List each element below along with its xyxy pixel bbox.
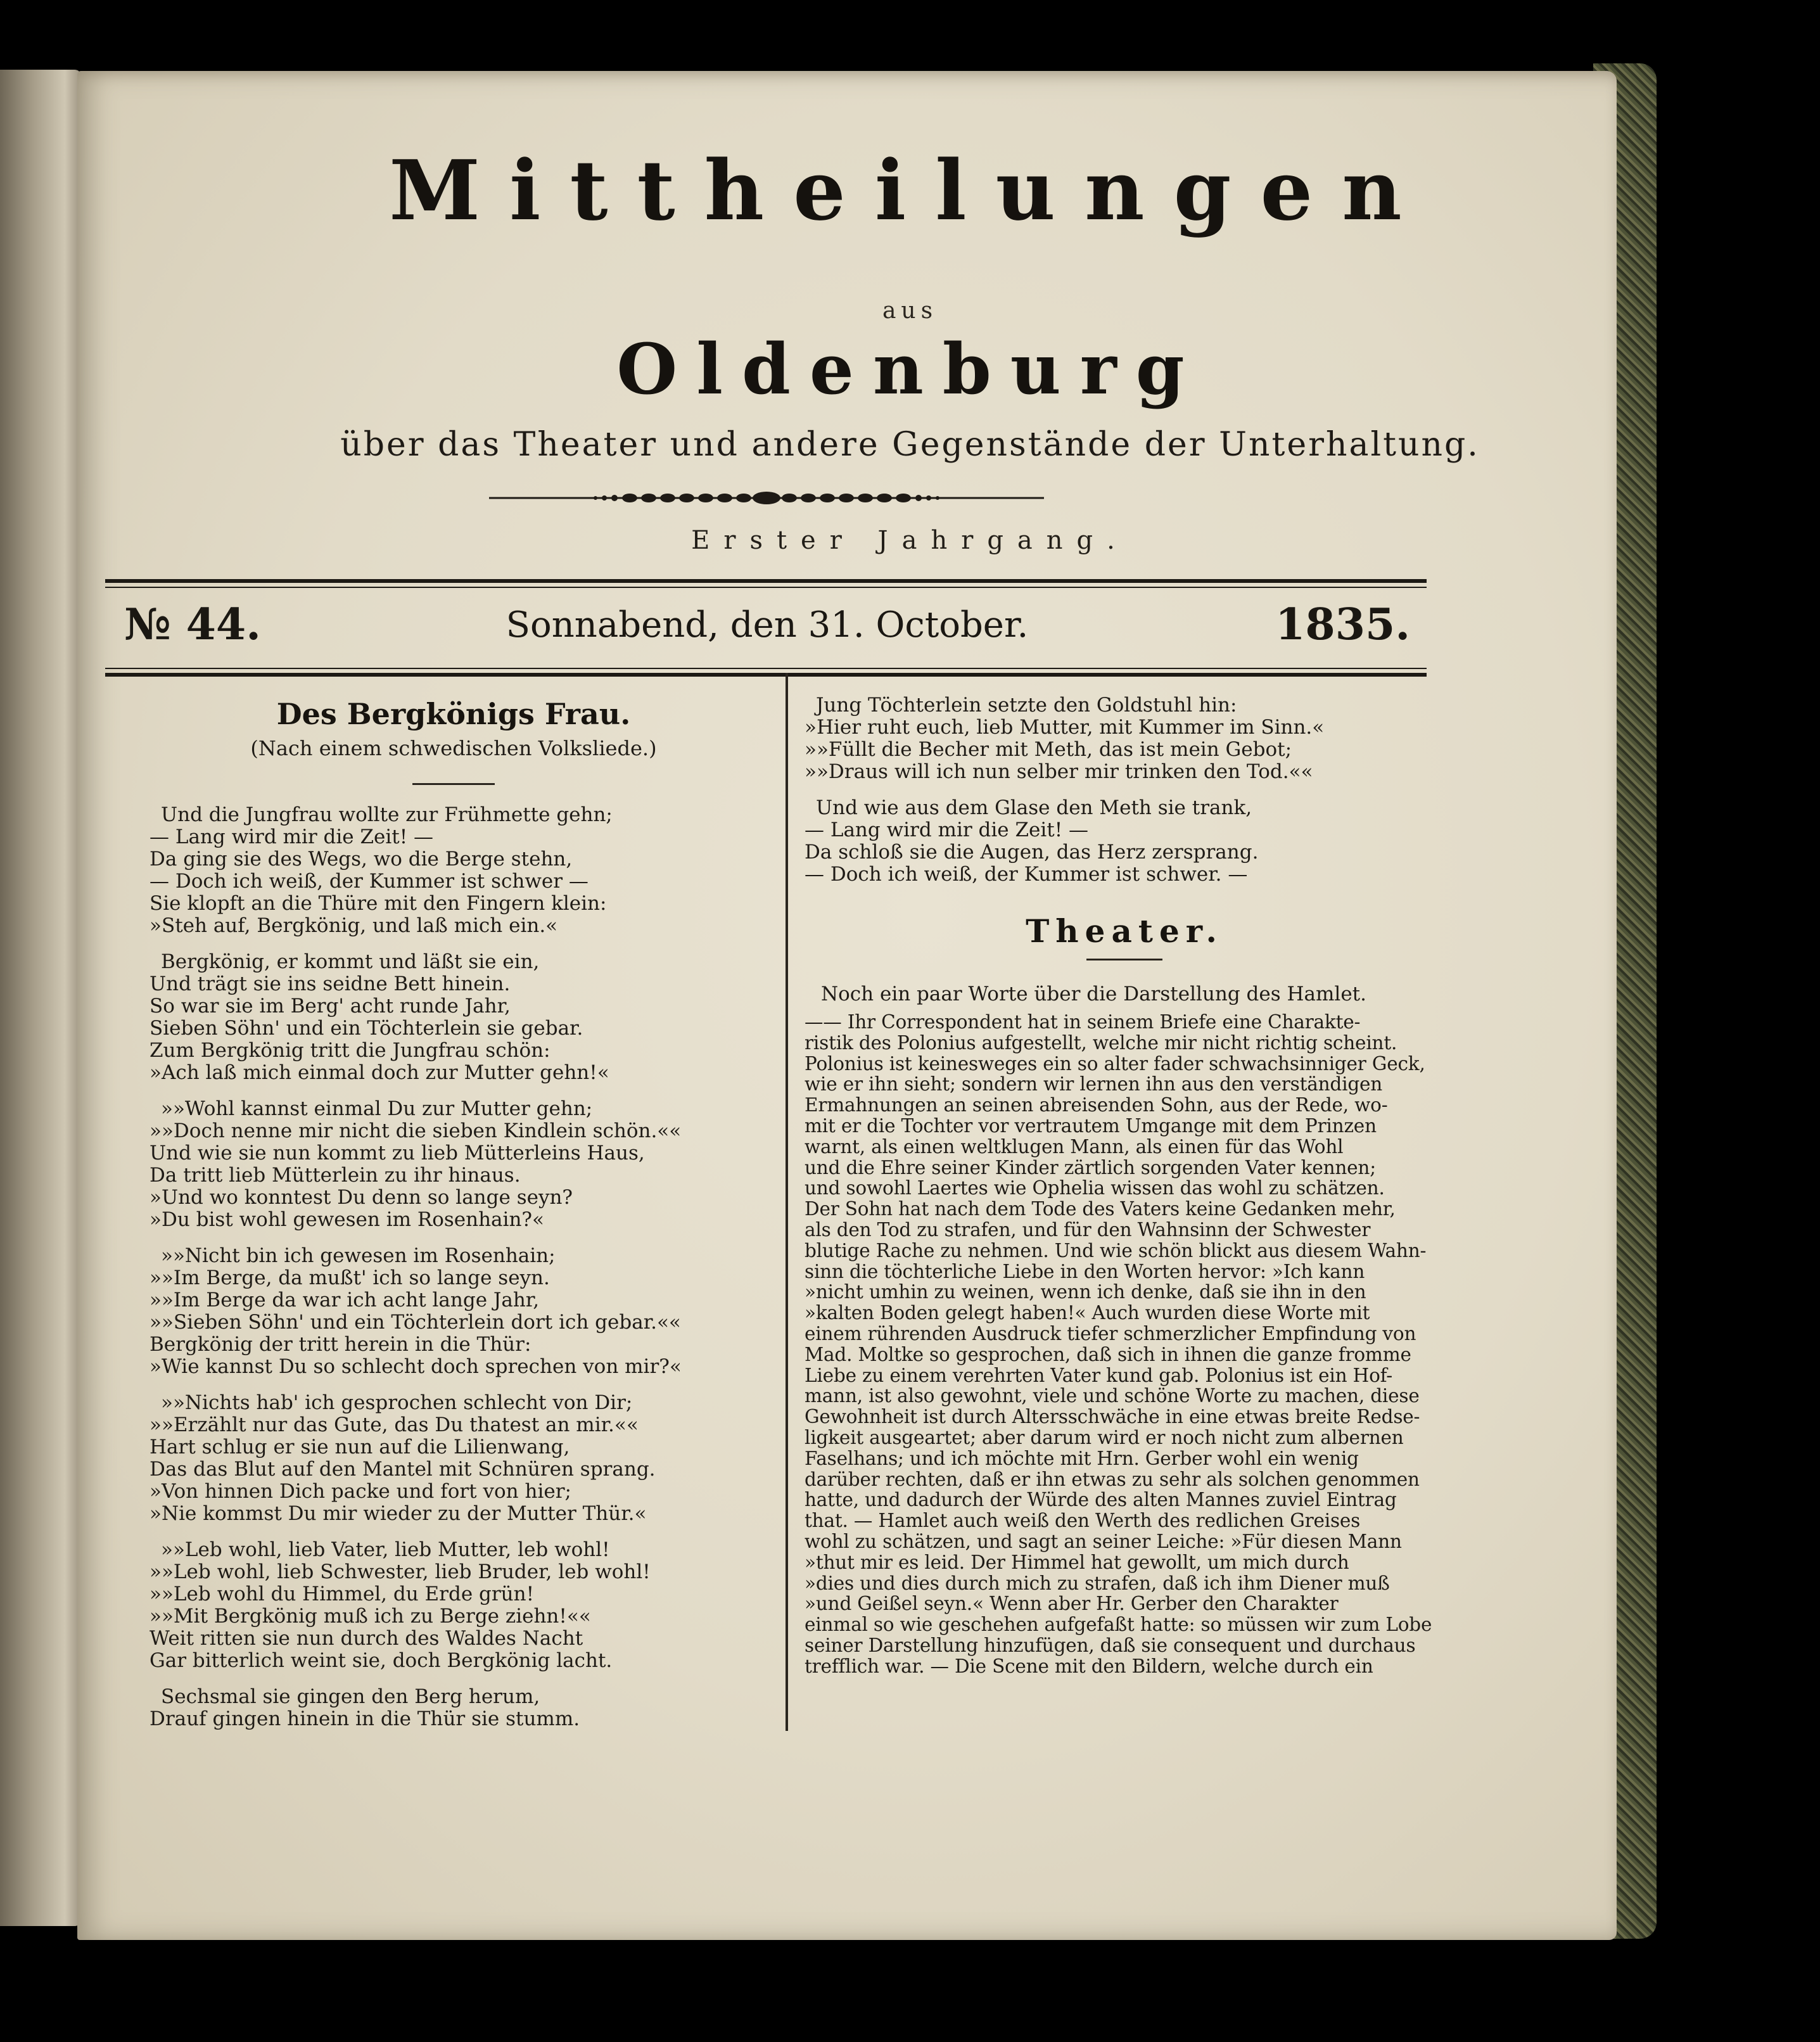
- article-line: ligkeit ausgeartet; aber darum wird er noch nicht zum albernen: [805, 1426, 1404, 1448]
- poem-line: »»Mit Bergkönig muß ich zu Berge ziehn!««: [150, 1605, 591, 1628]
- poem-line: Und die Jungfrau wollte zur Frühmette gehn;: [161, 803, 613, 826]
- poem-line: Jung Töchterlein setzte den Goldstuhl hin:: [816, 694, 1237, 717]
- article-line: Gewohnheit ist durch Altersschwäche in eine etwas breite Redse-: [805, 1406, 1420, 1428]
- article-line: ristik des Polonius aufgestellt, welche mir nicht richtig scheint.: [805, 1031, 1397, 1054]
- poem-line: — Doch ich weiß, der Kummer ist schwer —: [150, 870, 589, 893]
- article-line: »dies und dies durch mich zu strafen, daß ich ihm Diener muß: [805, 1572, 1390, 1594]
- article-line: —— Ihr Correspondent hat in seinem Briefe eine Charakte-: [805, 1011, 1361, 1033]
- poem-line: Und wie aus dem Glase den Meth sie trank,: [816, 796, 1252, 819]
- poem-line: Weit ritten sie nun durch des Waldes Nacht: [150, 1627, 583, 1650]
- poem-line: »»Leb wohl, lieb Vater, lieb Mutter, leb wohl!: [161, 1538, 610, 1561]
- poem-line: — Lang wird mir die Zeit! —: [150, 826, 434, 848]
- poem-line: — Lang wird mir die Zeit! —: [805, 819, 1089, 841]
- poem-stanza: [150, 1539, 758, 1672]
- article-line: Polonius ist keinesweges ein so alter fader schwachsinniger Geck,: [805, 1052, 1425, 1075]
- article-line: trefflich war. — Die Scene mit den Bildern, welche durch ein: [805, 1655, 1373, 1677]
- poem-stanza: [805, 797, 1444, 886]
- poem-line: Drauf gingen hinein in die Thür sie stumm.: [150, 1707, 580, 1730]
- masthead-city: Oldenburg: [616, 328, 1204, 410]
- poem-stanza: [150, 804, 758, 937]
- poem-line: »»Erzählt nur das Gute, das Du thatest an mir.««: [150, 1413, 639, 1436]
- top-rule-thin: [105, 587, 1427, 588]
- article-line: »kalten Boden gelegt haben!« Auch wurden diese Worte mit: [805, 1302, 1370, 1324]
- poem-line: »»Draus will ich nun selber mir trinken den Tod.««: [805, 760, 1313, 783]
- poem-line: »»Wohl kannst einmal Du zur Mutter gehn;: [161, 1097, 593, 1120]
- poem-line: »»Doch nenne mir nicht die sieben Kindlein schön.««: [150, 1120, 682, 1142]
- bottom-rule-thin: [105, 668, 1427, 669]
- poem-stanza: [150, 951, 758, 1084]
- poem-stanza: [150, 1245, 758, 1378]
- poem-column: [150, 697, 758, 1744]
- poem-line: Sechsmal sie gingen den Berg herum,: [161, 1685, 540, 1708]
- poem-subtitle: (Nach einem schwedischen Volksliede.): [250, 736, 657, 760]
- poem-line: »»Nicht bin ich gewesen im Rosenhain;: [161, 1244, 556, 1267]
- article-line: wohl zu schätzen, und sagt an seiner Leiche: »Für diesen Mann: [805, 1530, 1402, 1552]
- poem-line: »Hier ruht euch, lieb Mutter, mit Kummer im Sinn.«: [805, 716, 1325, 739]
- article-line: that. — Hamlet auch weiß den Werth des redlichen Greises: [805, 1510, 1361, 1532]
- poem-line: Und trägt sie ins seidne Bett hinein.: [150, 973, 511, 995]
- article-line: Faselhans; und ich möchte mit Hrn. Gerber wohl ein wenig: [805, 1447, 1359, 1469]
- poem-title: Des Bergkönigs Frau.: [276, 697, 631, 731]
- right-column: [805, 694, 1444, 1677]
- issue-bar: [124, 599, 1410, 663]
- article-title: Noch ein paar Worte über die Darstellung des Hamlet.: [821, 983, 1366, 1005]
- poem-line: »Wie kannst Du so schlecht doch sprechen von mir?«: [150, 1355, 682, 1378]
- issue-date: Sonnabend, den 31. October.: [506, 604, 1029, 646]
- poem-line: »»Im Berge, da mußt' ich so lange seyn.: [150, 1267, 550, 1289]
- poem-line: Gar bitterlich weint sie, doch Bergkönig lacht.: [150, 1649, 613, 1672]
- poem-line: »»Im Berge da war ich acht lange Jahr,: [150, 1289, 540, 1311]
- poem-stanza: [805, 694, 1444, 783]
- poem-line: »»Sieben Söhn' und ein Töchterlein dort ich gebar.««: [150, 1311, 681, 1334]
- article-line: Mad. Moltke so gesprochen, daß sich in ihnen die ganze fromme: [805, 1343, 1411, 1365]
- poem-line: Sie klopft an die Thüre mit den Fingern klein:: [150, 892, 607, 915]
- poem-title-rule: [412, 783, 495, 785]
- article-line: wie er ihn sieht; sondern wir lernen ihn aus den verständigen: [805, 1073, 1383, 1095]
- poem-line: Bergkönig, er kommt und läßt sie ein,: [161, 950, 540, 973]
- theater-heading: Theater.: [1026, 912, 1223, 950]
- poem-line: Hart schlug er sie nun auf die Lilienwang,: [150, 1436, 570, 1458]
- poem-line: Sieben Söhn' und ein Töchterlein sie gebar.: [150, 1017, 583, 1040]
- poem-line: Da ging sie des Wegs, wo die Berge stehn,: [150, 848, 573, 871]
- poem-stanzas-left: [150, 804, 758, 1730]
- masthead-title: Mittheilungen: [389, 142, 1431, 239]
- poem-line: Und wie sie nun kommt zu lieb Mütterleins Haus,: [150, 1142, 645, 1165]
- poem-line: Da schloß sie die Augen, das Herz zersprang.: [805, 841, 1259, 864]
- poem-line: — Doch ich weiß, der Kummer ist schwer. —: [805, 863, 1248, 886]
- poem-line: »»Nichts hab' ich gesprochen schlecht von Dir;: [161, 1391, 633, 1414]
- article-line: einem rührenden Ausdruck tiefer schmerzlicher Empfindung von: [805, 1322, 1416, 1344]
- issue-year: 1835.: [1275, 599, 1410, 650]
- column-divider: [786, 673, 788, 1731]
- poem-line: »Nie kommst Du mir wieder zu der Mutter Thür.«: [150, 1502, 647, 1525]
- article-line: Ermahnungen an seinen abreisenden Sohn, aus der Rede, wo-: [805, 1094, 1388, 1116]
- poem-line: Das das Blut auf den Mantel mit Schnüren sprang.: [150, 1458, 656, 1481]
- poem-line: »Von hinnen Dich packe und fort von hier;: [150, 1480, 571, 1503]
- volume-label: Erster Jahrgang.: [691, 526, 1129, 555]
- poem-line: »Du bist wohl gewesen im Rosenhain?«: [150, 1208, 544, 1231]
- poem-line: »»Leb wohl, lieb Schwester, lieb Bruder, leb wohl!: [150, 1560, 651, 1583]
- poem-line: »Ach laß mich einmal doch zur Mutter gehn!«: [150, 1061, 609, 1084]
- poem-stanza: [150, 1098, 758, 1231]
- article-line: Der Sohn hat nach dem Tode des Vaters keine Gedanken mehr,: [805, 1198, 1396, 1220]
- top-rule: [105, 579, 1427, 583]
- article-line: darüber rechten, daß er ihn etwas zu sehr als solchen genommen: [805, 1468, 1420, 1490]
- masthead-aus: aus: [882, 298, 938, 324]
- poem-line: »Steh auf, Bergkönig, und laß mich ein.«: [150, 914, 558, 937]
- bottom-rule: [105, 673, 1427, 677]
- poem-stanza: [150, 1392, 758, 1525]
- article-line: Liebe zu einem verehrten Vater kund gab. Polonius ist ein Hof-: [805, 1364, 1393, 1386]
- article-line: mann, ist also gewohnt, viele und schöne Worte zu machen, diese: [805, 1385, 1420, 1407]
- article-line: hatte, und dadurch der Würde des alten Mannes zuviel Eintrag: [805, 1489, 1397, 1511]
- article-line: sinn die töchterliche Liebe in den Worten hervor: »Ich kann: [805, 1260, 1365, 1282]
- poem-line: »»Leb wohl du Himmel, du Erde grün!: [150, 1583, 535, 1605]
- article-body: [805, 1012, 1444, 1677]
- poem-line: So war sie im Berg' acht runde Jahr,: [150, 995, 511, 1018]
- poem-line: Da tritt lieb Mütterlein zu ihr hinaus.: [150, 1164, 521, 1187]
- theater-heading-rule: [1086, 959, 1162, 960]
- poem-stanzas-right: [805, 694, 1444, 886]
- article-line: mit er die Tochter vor vertrautem Umgange mit dem Prinzen: [805, 1114, 1377, 1137]
- issue-number: № 44.: [124, 599, 261, 650]
- article-line: warnt, als einen weltklugen Mann, als einen für das Wohl: [805, 1135, 1344, 1158]
- article-line: einmal so wie geschehen aufgefaßt hatte: so müssen wir zum Lobe: [805, 1614, 1432, 1636]
- article-line: seiner Darstellung hinzufügen, daß sie consequent und durchaus: [805, 1634, 1416, 1656]
- article-line: als den Tod zu strafen, und für den Wahnsinn der Schwester: [805, 1218, 1371, 1241]
- poem-line: Bergkönig der tritt herein in die Thür:: [150, 1333, 531, 1356]
- article-line: »nicht umhin zu weinen, wenn ich denke, daß sie ihn in den: [805, 1281, 1366, 1303]
- ornament-divider: [489, 492, 1044, 504]
- poem-stanza: [150, 1686, 758, 1730]
- article-line: und sowohl Laertes wie Ophelia wissen das wohl zu schätzen.: [805, 1177, 1385, 1199]
- article-line: blutige Rache zu nehmen. Und wie schön blickt aus diesem Wahn-: [805, 1239, 1427, 1261]
- poem-line: »»Füllt die Becher mit Meth, das ist mein Gebot;: [805, 738, 1292, 761]
- article-line: »thut mir es leid. Der Himmel hat gewollt, um mich durch: [805, 1551, 1349, 1573]
- article-line: »und Geißel seyn.« Wenn aber Hr. Gerber den Charakter: [805, 1593, 1339, 1615]
- masthead-subtitle: über das Theater und andere Gegenstände der Unterhaltung.: [340, 426, 1480, 464]
- article-line: und die Ehre seiner Kinder zärtlich sorgenden Vater kennen;: [805, 1156, 1376, 1178]
- poem-line: Zum Bergkönig tritt die Jungfrau schön:: [150, 1039, 550, 1062]
- poem-line: »Und wo konntest Du denn so lange seyn?: [150, 1186, 573, 1209]
